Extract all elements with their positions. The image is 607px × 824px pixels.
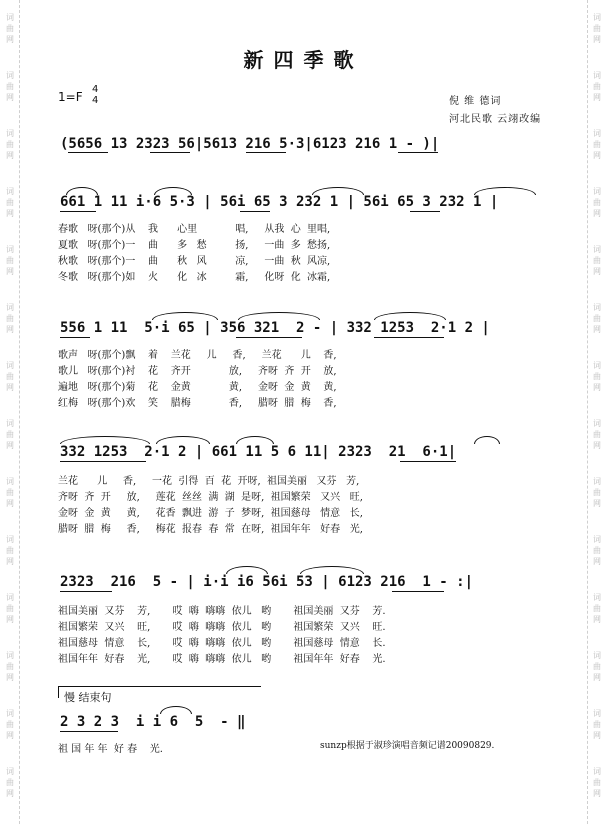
watermark-text: 词 曲 网: [593, 13, 601, 44]
time-denominator: 4: [92, 95, 99, 106]
notation-line: 661 1 11 i·6 5·3 | 56i 65 3 232 1 | 56i 65 3 232 1 |: [60, 194, 499, 210]
lyric-line: 春歌 呀(那个)从 我 心里 唱, 从我 心 里唱,: [58, 224, 331, 235]
transcription-note: sunzp根据于淑珍演唱音频记谱20090829.: [320, 741, 495, 751]
watermark-text: 词 曲 网: [593, 709, 601, 740]
slur-arc: [300, 566, 364, 574]
slur-arc: [474, 436, 500, 444]
beam-line: [60, 337, 90, 338]
watermark-text: 词 曲 网: [593, 535, 601, 566]
notation-line: 556 1 11 5·i 65 | 356 321 2 - | 332 1253 2·1 2 |: [60, 320, 490, 336]
lyric-line: 金呀 金 黄 黄, 花香 飘进 游 子 梦呀, 祖国慈母 情意 长,: [58, 508, 363, 519]
lyricist-credit: 倪 维 德词: [449, 96, 502, 107]
composer-credit: 河北民歌 云翊改编: [449, 114, 542, 125]
watermark-text: 词 曲 网: [593, 129, 601, 160]
lyric-line: 齐呀 齐 开 放, 莲花 丝丝 满 湖 是呀, 祖国繁荣 又兴 旺,: [58, 492, 363, 503]
watermark-text: 词 曲 网: [593, 303, 601, 334]
slur-arc: [236, 436, 274, 444]
beam-line: [240, 211, 270, 212]
slur-arc: [226, 566, 268, 574]
beam-line: [60, 731, 118, 732]
lyric-line: 祖国年年 好春 光, 哎 嗨 嗨嗨 依儿 哟 祖国年年 好春 光.: [58, 654, 386, 665]
lyric-line: 红梅 呀(那个)欢 笑 腊梅 香, 腊呀 腊 梅 香,: [58, 398, 337, 409]
watermark-text: 词 曲 网: [593, 593, 601, 624]
beam-line: [150, 152, 190, 153]
watermark-text: 词 曲 网: [6, 71, 14, 102]
slur-arc: [238, 312, 320, 320]
watermark-column-right: [587, 0, 607, 824]
watermark-text: 词 曲 网: [593, 361, 601, 392]
watermark-text: 词 曲 网: [593, 651, 601, 682]
slur-arc: [474, 187, 536, 195]
watermark-text: 词 曲 网: [6, 477, 14, 508]
watermark-text: 词 曲 网: [6, 651, 14, 682]
watermark-text: 词 曲 网: [6, 13, 14, 44]
beam-line: [246, 152, 286, 153]
beam-line: [68, 152, 108, 153]
beam-line: [236, 337, 302, 338]
lyric-line: 兰花 儿 香, 一花 引得 百 花 开呀, 祖国美丽 又芬 芳,: [58, 476, 360, 487]
watermark-text: 词 曲 网: [6, 129, 14, 160]
notation-line: 332 1253 2·1 2 | 661 11 5 6 11| 2323 21 6·1|: [60, 444, 457, 460]
lyric-line: 秋歌 呀(那个)一 曲 秋 风 凉, 一曲 秋 风凉,: [58, 256, 331, 267]
watermark-text: 词 曲 网: [593, 71, 601, 102]
time-numerator: 4: [92, 84, 99, 95]
lyric-line: 歌儿 呀(那个)衬 花 齐开 放, 齐呀 齐 开 放,: [58, 366, 337, 377]
watermark-text: 词 曲 网: [6, 767, 14, 798]
slur-arc: [160, 706, 192, 714]
lyric-line: 腊呀 腊 梅 香, 梅花 报春 春 常 在呀, 祖国年年 好春 光,: [58, 524, 363, 535]
ending-lyric: 祖 国 年 年 好 春 光.: [58, 744, 163, 755]
beam-line: [60, 591, 112, 592]
beam-line: [400, 461, 456, 462]
lyric-line: 祖国美丽 又芬 芳, 哎 嗨 嗨嗨 依儿 哟 祖国美丽 又芬 芳.: [58, 606, 386, 617]
slur-arc: [60, 436, 150, 444]
watermark-text: 词 曲 网: [6, 187, 14, 218]
notation-line: (5656 13 2323 56|5613 216 5·3|6123 216 1 - )|: [60, 136, 440, 152]
watermark-column-left: [0, 0, 20, 824]
watermark-divider: [587, 0, 588, 824]
beam-line: [410, 211, 440, 212]
watermark-text: 词 曲 网: [6, 245, 14, 276]
time-signature: [92, 84, 98, 106]
beam-line: [374, 337, 444, 338]
lyric-line: 冬歌 呀(那个)如 火 化 冰 霜, 化呀 化 冰霜,: [58, 272, 331, 283]
song-title: 新四季歌: [243, 48, 364, 72]
beam-line: [60, 211, 96, 212]
slur-arc: [154, 187, 192, 195]
slur-arc: [152, 312, 218, 320]
slur-arc: [374, 312, 446, 320]
watermark-text: 词 曲 网: [6, 535, 14, 566]
lyric-line: 歌声 呀(那个)飘 着 兰花 儿 香, 兰花 儿 香,: [58, 350, 337, 361]
slur-arc: [156, 436, 210, 444]
watermark-divider: [19, 0, 20, 824]
beam-line: [60, 461, 146, 462]
lyric-line: 祖国繁荣 又兴 旺, 哎 嗨 嗨嗨 依儿 哟 祖国繁荣 又兴 旺.: [58, 622, 386, 633]
key-signature: 1=F: [58, 90, 83, 104]
watermark-text: 词 曲 网: [593, 245, 601, 276]
beam-line: [392, 591, 444, 592]
watermark-text: 词 曲 网: [593, 187, 601, 218]
watermark-text: 词 曲 网: [6, 303, 14, 334]
slur-arc: [66, 187, 98, 195]
watermark-text: 词 曲 网: [6, 709, 14, 740]
lyric-line: 遍地 呀(那个)菊 花 金黄 黄, 金呀 金 黄 黄,: [58, 382, 337, 393]
watermark-text: 词 曲 网: [593, 477, 601, 508]
ritardando-label: 慢 结束句: [64, 691, 112, 704]
beam-line: [398, 152, 438, 153]
watermark-text: 词 曲 网: [6, 361, 14, 392]
lyric-line: 祖国慈母 情意 长, 哎 嗨 嗨嗨 依儿 哟 祖国慈母 情意 长.: [58, 638, 386, 649]
lyric-line: 夏歌 呀(那个)一 曲 多 愁 扬, 一曲 多 愁扬,: [58, 240, 331, 251]
watermark-text: 词 曲 网: [6, 593, 14, 624]
slur-arc: [312, 187, 364, 195]
watermark-text: 词 曲 网: [593, 419, 601, 450]
notation-line: 2323 216 5 - | i·i i6 56i 53 | 6123 216 1 - :|: [60, 574, 474, 590]
ending-notation: 2 3 2 3 i i 6 5 - ‖: [60, 714, 246, 730]
watermark-text: 词 曲 网: [593, 767, 601, 798]
watermark-text: 词 曲 网: [6, 419, 14, 450]
